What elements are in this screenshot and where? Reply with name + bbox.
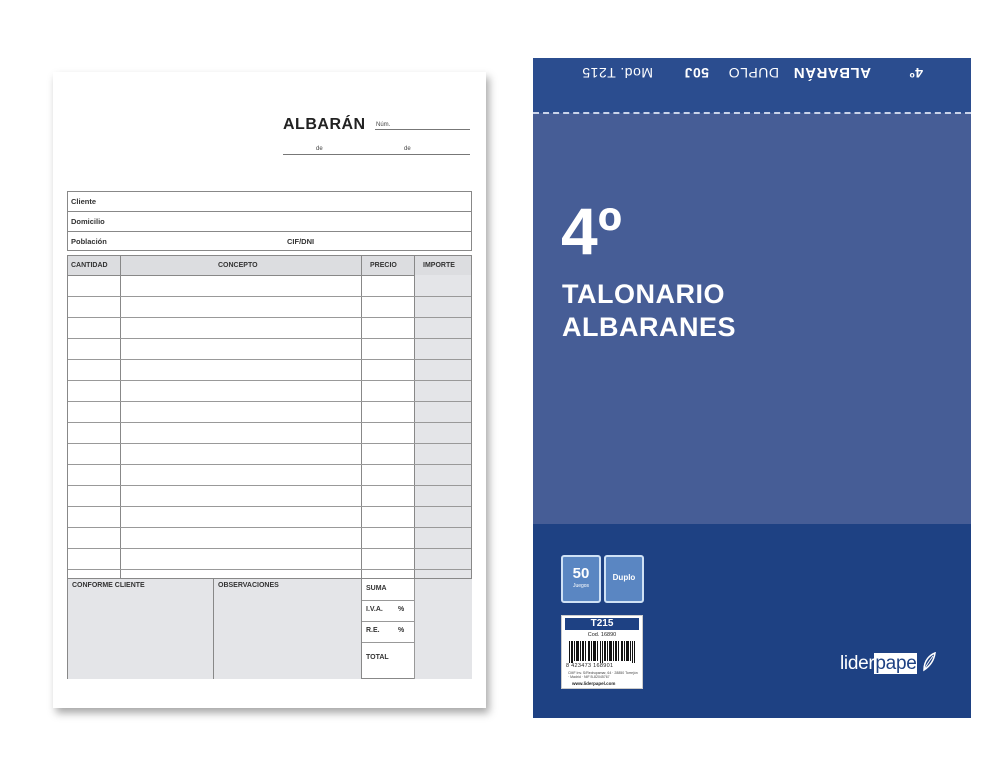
number-label: Núm. (376, 122, 391, 128)
barcode-label (561, 615, 643, 689)
cif-dni-label: CIF/DNI (287, 237, 315, 246)
conforme-label: CONFORME CLIENTE (72, 582, 145, 589)
table-column-divider (120, 256, 121, 578)
brand-logo (840, 652, 936, 675)
suma-row (362, 579, 471, 601)
flipped-format: 4º (909, 65, 923, 81)
col-importe: IMPORTE (423, 262, 455, 269)
iva-label: I.V.A. (366, 606, 383, 613)
brand-part2: pape (875, 653, 917, 674)
iva-value (414, 600, 472, 621)
leaf-icon (922, 652, 936, 672)
tear-line (533, 112, 971, 114)
observaciones-label: OBSERVACIONES (218, 582, 279, 589)
table-row-divider (68, 485, 471, 486)
re-percent: % (398, 627, 405, 634)
sets-count-icon (561, 555, 601, 603)
importe-column-shade (414, 275, 471, 578)
table-row-divider (68, 422, 471, 423)
client-box (67, 191, 472, 251)
flipped-count: 50J (684, 65, 709, 81)
col-cantidad: CANTIDAD (71, 262, 108, 269)
total-row (362, 642, 471, 663)
table-header (68, 256, 471, 276)
town-label: Población (71, 237, 107, 246)
barcode-number: 8 423473 168901 (566, 663, 614, 669)
suma-label: SUMA (366, 585, 387, 592)
table-row-divider (68, 359, 471, 360)
date-de-label: de (316, 146, 323, 152)
table-row-divider (68, 443, 471, 444)
flipped-title: ALBARÁN (793, 64, 871, 81)
re-value (414, 621, 472, 642)
cover-title-line1: TALONARIO (562, 279, 725, 309)
total-value (414, 642, 472, 679)
table-row-divider (68, 527, 471, 528)
table-row-divider (68, 506, 471, 507)
size-label: 4º (561, 194, 622, 268)
table-row-divider (68, 338, 471, 339)
client-label: Cliente (71, 197, 97, 206)
form-title: ALBARÁN (283, 116, 366, 133)
suma-value (414, 579, 472, 600)
barcode-icon (568, 641, 636, 663)
product-code: Cod. 16890 (587, 632, 617, 638)
table-row-divider (68, 569, 471, 570)
sets-unit: Juegos (572, 583, 590, 589)
company-website: www.liderpapel.com (572, 681, 616, 686)
duplo-label: Duplo (612, 573, 636, 582)
company-address: CMF Inv. S/Redrupamar, 64 · 28850 Torrejón · Madrid · NIF B-82045767 (568, 671, 638, 679)
total-label: TOTAL (366, 654, 389, 661)
col-concepto: CONCEPTO (218, 262, 258, 269)
number-line (375, 129, 470, 130)
address-row (68, 212, 471, 232)
brand-part1: lider (840, 653, 875, 674)
model-code: T215 (565, 618, 639, 630)
re-label: R.E. (366, 627, 380, 634)
footer-block (68, 578, 471, 679)
table-row-divider (68, 548, 471, 549)
cover-title-line2: ALBARANES (562, 312, 737, 342)
duplo-icon (604, 555, 644, 603)
date-line (283, 154, 470, 155)
table-row-divider (68, 380, 471, 381)
date-de-label: de (404, 146, 411, 152)
iva-percent: % (398, 606, 405, 613)
town-row (68, 232, 471, 251)
table-row-divider (68, 464, 471, 465)
sets-count: 50 (572, 565, 590, 582)
flipped-model: Mod. T215 (581, 65, 653, 81)
albaran-form-sheet (53, 72, 486, 708)
client-row (68, 192, 471, 212)
table-row-divider (68, 296, 471, 297)
re-row (362, 621, 471, 643)
conforme-cell (68, 579, 214, 679)
table-row-divider (68, 401, 471, 402)
cover-bottom-band (533, 524, 971, 718)
flipped-duplo: DUPLO (728, 65, 779, 81)
iva-row (362, 600, 471, 622)
address-label: Domicilio (71, 217, 105, 226)
col-precio: PRECIO (370, 262, 397, 269)
table-row-divider (68, 317, 471, 318)
cover-top-strip (533, 58, 971, 113)
upside-down-label (533, 58, 971, 88)
observaciones-cell (214, 579, 362, 679)
items-table (67, 255, 472, 679)
cover-title (562, 278, 736, 344)
notebook-cover (533, 58, 971, 718)
